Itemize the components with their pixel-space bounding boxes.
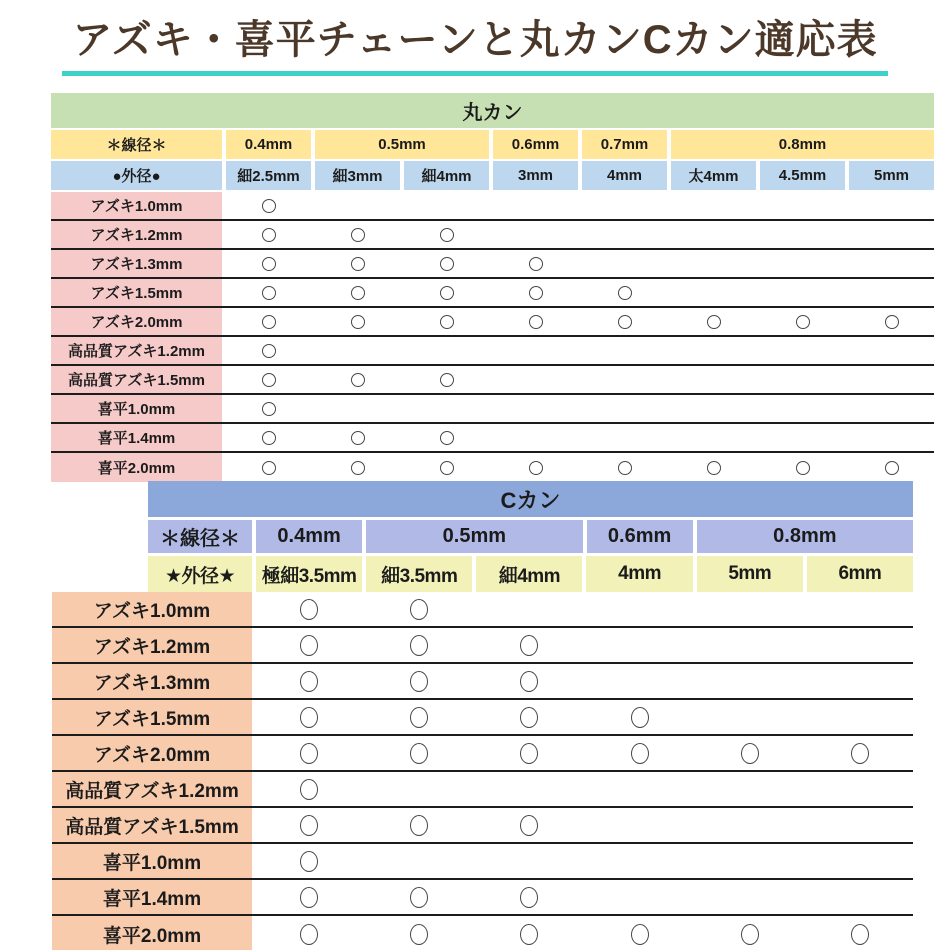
mark-cell [697,664,803,698]
outer-col-cell: 4mm [586,556,692,592]
page-title: アズキ・喜平チェーンと丸カンCカン適応表 [62,18,887,76]
outer-col-cell: 4.5mm [760,161,845,190]
table-row [51,453,934,482]
wire-diameter-label: ＊線径＊ [148,520,252,553]
outer-col-cell: 4mm [582,161,667,190]
mark-cell [849,424,934,451]
mark-cell [697,880,803,914]
mark-cell [671,366,756,393]
row-label: アズキ1.0mm [51,192,222,219]
mark-cell [226,192,311,219]
mark-cell [697,700,803,734]
mark-cell [226,366,311,393]
marukan-table-title: 丸カン [51,93,934,128]
mark-cell [366,916,472,950]
mark-cell [849,366,934,393]
mark-cell [493,395,578,422]
mark-cell [582,453,667,482]
table-row [51,279,934,308]
row-label: アズキ2.0mm [52,736,252,770]
mark-cell [582,308,667,335]
wire-group-cell: 0.8mm [671,130,934,159]
mark-cell [476,628,582,662]
mark-cell [582,279,667,306]
table-row [52,592,913,628]
wire-group-cell: 0.8mm [697,520,913,553]
title-wrap [0,18,950,76]
compatible-circle-icon [851,743,869,764]
compatible-circle-icon [262,461,276,475]
compatible-circle-icon [707,461,721,475]
table-row [52,916,913,950]
compatible-circle-icon [410,887,428,908]
row-label: アズキ2.0mm [51,308,222,335]
mark-cell [226,308,311,335]
compatible-circle-icon [300,924,318,945]
mark-cell [807,592,913,626]
mark-cell [760,366,845,393]
row-label: アズキ1.0mm [52,592,252,626]
mark-cell [315,424,400,451]
compatible-circle-icon [631,707,649,728]
row-label: 喜平2.0mm [52,916,252,950]
wire-group-cell: 0.6mm [493,130,578,159]
mark-cell [404,453,489,482]
mark-cell [256,808,362,842]
mark-cell [671,192,756,219]
mark-cell [404,250,489,277]
compatible-circle-icon [631,743,649,764]
compatible-circle-icon [529,257,543,271]
mark-cell [586,628,692,662]
compatible-circle-icon [410,671,428,692]
mark-cell [760,250,845,277]
mark-cell [849,279,934,306]
mark-cell [256,880,362,914]
compatible-circle-icon [520,815,538,836]
mark-cell [366,844,472,878]
compatible-circle-icon [440,373,454,387]
mark-cell [586,916,692,950]
mark-cell [493,221,578,248]
mark-cell [256,736,362,770]
outer-col-cell: 太4mm [671,161,756,190]
mark-cell [807,916,913,950]
marukan-table [51,93,934,482]
mark-cell [671,337,756,364]
compatible-circle-icon [262,344,276,358]
row-label: 高品質アズキ1.5mm [52,808,252,842]
mark-cell [697,916,803,950]
table-row [51,395,934,424]
compatible-circle-icon [851,924,869,945]
compatible-circle-icon [351,286,365,300]
mark-cell [671,424,756,451]
mark-cell [366,736,472,770]
outer-diameter-label: ★外径★ [148,556,252,592]
mark-cell [586,700,692,734]
outer-col-cell: 細4mm [476,556,582,592]
mark-cell [807,808,913,842]
wire-group-cell: 0.4mm [256,520,362,553]
mark-cell [493,308,578,335]
compatible-circle-icon [300,815,318,836]
compatible-circle-icon [440,286,454,300]
mark-cell [404,279,489,306]
mark-cell [582,424,667,451]
mark-cell [226,395,311,422]
compatible-circle-icon [520,707,538,728]
outer-col-cell: 細2.5mm [226,161,311,190]
mark-cell [476,772,582,806]
row-label: アズキ1.3mm [52,664,252,698]
mark-cell [760,308,845,335]
compatible-circle-icon [885,461,899,475]
table-row [51,366,934,395]
mark-cell [807,844,913,878]
mark-cell [315,279,400,306]
mark-cell [671,308,756,335]
compatible-circle-icon [741,743,759,764]
mark-cell [493,279,578,306]
mark-cell [760,424,845,451]
mark-cell [315,308,400,335]
mark-cell [493,424,578,451]
mark-cell [404,395,489,422]
compatible-circle-icon [300,671,318,692]
ckan-wire-diameter-row [148,520,913,553]
mark-cell [404,221,489,248]
mark-cell [582,221,667,248]
mark-cell [476,664,582,698]
mark-cell [760,221,845,248]
mark-cell [315,250,400,277]
table-row [52,772,913,808]
mark-cell [366,808,472,842]
mark-cell [476,700,582,734]
mark-cell [582,395,667,422]
mark-cell [256,844,362,878]
compatible-circle-icon [520,671,538,692]
mark-cell [226,279,311,306]
table-row [51,424,934,453]
mark-cell [256,628,362,662]
row-label: 喜平1.4mm [51,424,222,451]
table-row [52,736,913,772]
compatible-circle-icon [351,257,365,271]
compatible-circle-icon [885,315,899,329]
mark-cell [697,808,803,842]
table-row [51,221,934,250]
compatible-circle-icon [262,402,276,416]
compatible-circle-icon [262,286,276,300]
mark-cell [315,395,400,422]
mark-cell [760,395,845,422]
mark-cell [366,772,472,806]
mark-cell [697,772,803,806]
mark-cell [671,221,756,248]
marukan-wire-diameter-row [51,130,934,159]
mark-cell [226,424,311,451]
mark-cell [697,736,803,770]
compatible-circle-icon [796,315,810,329]
outer-col-cell: 5mm [849,161,934,190]
mark-cell [807,628,913,662]
row-label: 喜平2.0mm [51,453,222,482]
mark-cell [256,916,362,950]
compatible-circle-icon [618,315,632,329]
mark-cell [366,628,472,662]
compatible-circle-icon [300,887,318,908]
compatible-circle-icon [351,228,365,242]
mark-cell [807,880,913,914]
mark-cell [671,395,756,422]
compatible-circle-icon [440,315,454,329]
mark-cell [849,337,934,364]
mark-cell [849,453,934,482]
mark-cell [697,844,803,878]
compatible-circle-icon [410,815,428,836]
mark-cell [493,250,578,277]
table-row [51,337,934,366]
outer-diameter-label: ●外径● [51,161,222,190]
table-row [51,308,934,337]
mark-cell [226,221,311,248]
mark-cell [256,664,362,698]
ckan-table-title: Cカン [148,481,913,517]
row-label: アズキ1.2mm [52,628,252,662]
row-label: 高品質アズキ1.5mm [51,366,222,393]
mark-cell [671,250,756,277]
compatible-circle-icon [262,228,276,242]
mark-cell [366,880,472,914]
compatible-circle-icon [631,924,649,945]
mark-cell [807,772,913,806]
compatible-circle-icon [410,743,428,764]
table-row [52,844,913,880]
ckan-table-body [52,592,913,950]
compatible-circle-icon [300,707,318,728]
compatible-circle-icon [529,461,543,475]
mark-cell [476,844,582,878]
mark-cell [404,192,489,219]
mark-cell [586,880,692,914]
outer-col-cell: 3mm [493,161,578,190]
mark-cell [586,844,692,878]
outer-col-cell: 6mm [807,556,913,592]
outer-col-cell: 5mm [697,556,803,592]
wire-group-cell: 0.7mm [582,130,667,159]
mark-cell [476,592,582,626]
compatible-circle-icon [520,743,538,764]
compatible-circle-icon [351,431,365,445]
compatible-circle-icon [300,635,318,656]
compatible-circle-icon [707,315,721,329]
row-label: 喜平1.4mm [52,880,252,914]
mark-cell [256,700,362,734]
mark-cell [366,700,472,734]
mark-cell [697,592,803,626]
mark-cell [586,808,692,842]
mark-cell [315,453,400,482]
mark-cell [476,808,582,842]
outer-col-cell: 細3.5mm [366,556,472,592]
mark-cell [476,880,582,914]
mark-cell [404,424,489,451]
compatible-circle-icon [300,851,318,872]
mark-cell [226,453,311,482]
mark-cell [404,308,489,335]
mark-cell [315,366,400,393]
mark-cell [671,279,756,306]
outer-col-cell: 細4mm [404,161,489,190]
compatible-circle-icon [262,199,276,213]
mark-cell [697,628,803,662]
compatible-circle-icon [300,743,318,764]
compatible-circle-icon [741,924,759,945]
mark-cell [582,250,667,277]
mark-cell [582,192,667,219]
compatible-circle-icon [300,779,318,800]
mark-cell [582,366,667,393]
mark-cell [760,192,845,219]
compatible-circle-icon [440,257,454,271]
wire-group-cell: 0.5mm [366,520,582,553]
mark-cell [586,736,692,770]
table-row [52,628,913,664]
mark-cell [256,592,362,626]
marukan-outer-diameter-row [51,161,934,190]
table-row [51,250,934,279]
mark-cell [807,664,913,698]
compatible-circle-icon [351,461,365,475]
compatible-circle-icon [300,599,318,620]
compatible-circle-icon [410,924,428,945]
wire-group-cell: 0.4mm [226,130,311,159]
mark-cell [849,192,934,219]
compatible-circle-icon [351,373,365,387]
compatible-circle-icon [618,461,632,475]
mark-cell [315,192,400,219]
mark-cell [493,192,578,219]
table-row [52,664,913,700]
mark-cell [493,453,578,482]
compatible-circle-icon [262,257,276,271]
mark-cell [849,308,934,335]
mark-cell [807,736,913,770]
compatible-circle-icon [262,431,276,445]
compatible-circle-icon [520,924,538,945]
compatible-circle-icon [410,599,428,620]
outer-col-cell: 極細3.5mm [256,556,362,592]
table-row [52,880,913,916]
mark-cell [366,664,472,698]
marukan-table-body [51,192,934,482]
mark-cell [586,592,692,626]
wire-group-cell: 0.5mm [315,130,489,159]
ckan-table-header [148,481,913,595]
mark-cell [315,337,400,364]
mark-cell [404,366,489,393]
row-label: アズキ1.5mm [51,279,222,306]
compatible-circle-icon [440,228,454,242]
mark-cell [404,337,489,364]
row-label: 喜平1.0mm [52,844,252,878]
mark-cell [493,366,578,393]
table-row [52,808,913,844]
table-row [52,700,913,736]
compatible-circle-icon [529,286,543,300]
mark-cell [476,736,582,770]
mark-cell [586,664,692,698]
outer-col-cell: 細3mm [315,161,400,190]
mark-cell [493,337,578,364]
compatible-circle-icon [796,461,810,475]
wire-group-cell: 0.6mm [587,520,693,553]
wire-diameter-label: ＊線径＊ [51,130,222,159]
compatible-circle-icon [618,286,632,300]
compatible-circle-icon [440,431,454,445]
compatible-circle-icon [351,315,365,329]
mark-cell [226,337,311,364]
row-label: アズキ1.3mm [51,250,222,277]
mark-cell [849,395,934,422]
mark-cell [760,279,845,306]
mark-cell [849,250,934,277]
row-label: 喜平1.0mm [51,395,222,422]
compatible-circle-icon [262,373,276,387]
compatible-circle-icon [520,635,538,656]
mark-cell [366,592,472,626]
row-label: 高品質アズキ1.2mm [52,772,252,806]
mark-cell [226,250,311,277]
mark-cell [807,700,913,734]
mark-cell [760,337,845,364]
mark-cell [476,916,582,950]
row-label: アズキ1.2mm [51,221,222,248]
compatible-circle-icon [262,315,276,329]
mark-cell [671,453,756,482]
compatible-circle-icon [440,461,454,475]
mark-cell [315,221,400,248]
table-row [51,192,934,221]
row-label: 高品質アズキ1.2mm [51,337,222,364]
row-label: アズキ1.5mm [52,700,252,734]
compatible-circle-icon [410,635,428,656]
mark-cell [256,772,362,806]
compatible-circle-icon [520,887,538,908]
mark-cell [849,221,934,248]
compatible-circle-icon [410,707,428,728]
mark-cell [582,337,667,364]
mark-cell [760,453,845,482]
mark-cell [586,772,692,806]
compatible-circle-icon [529,315,543,329]
ckan-outer-diameter-row [148,556,913,592]
